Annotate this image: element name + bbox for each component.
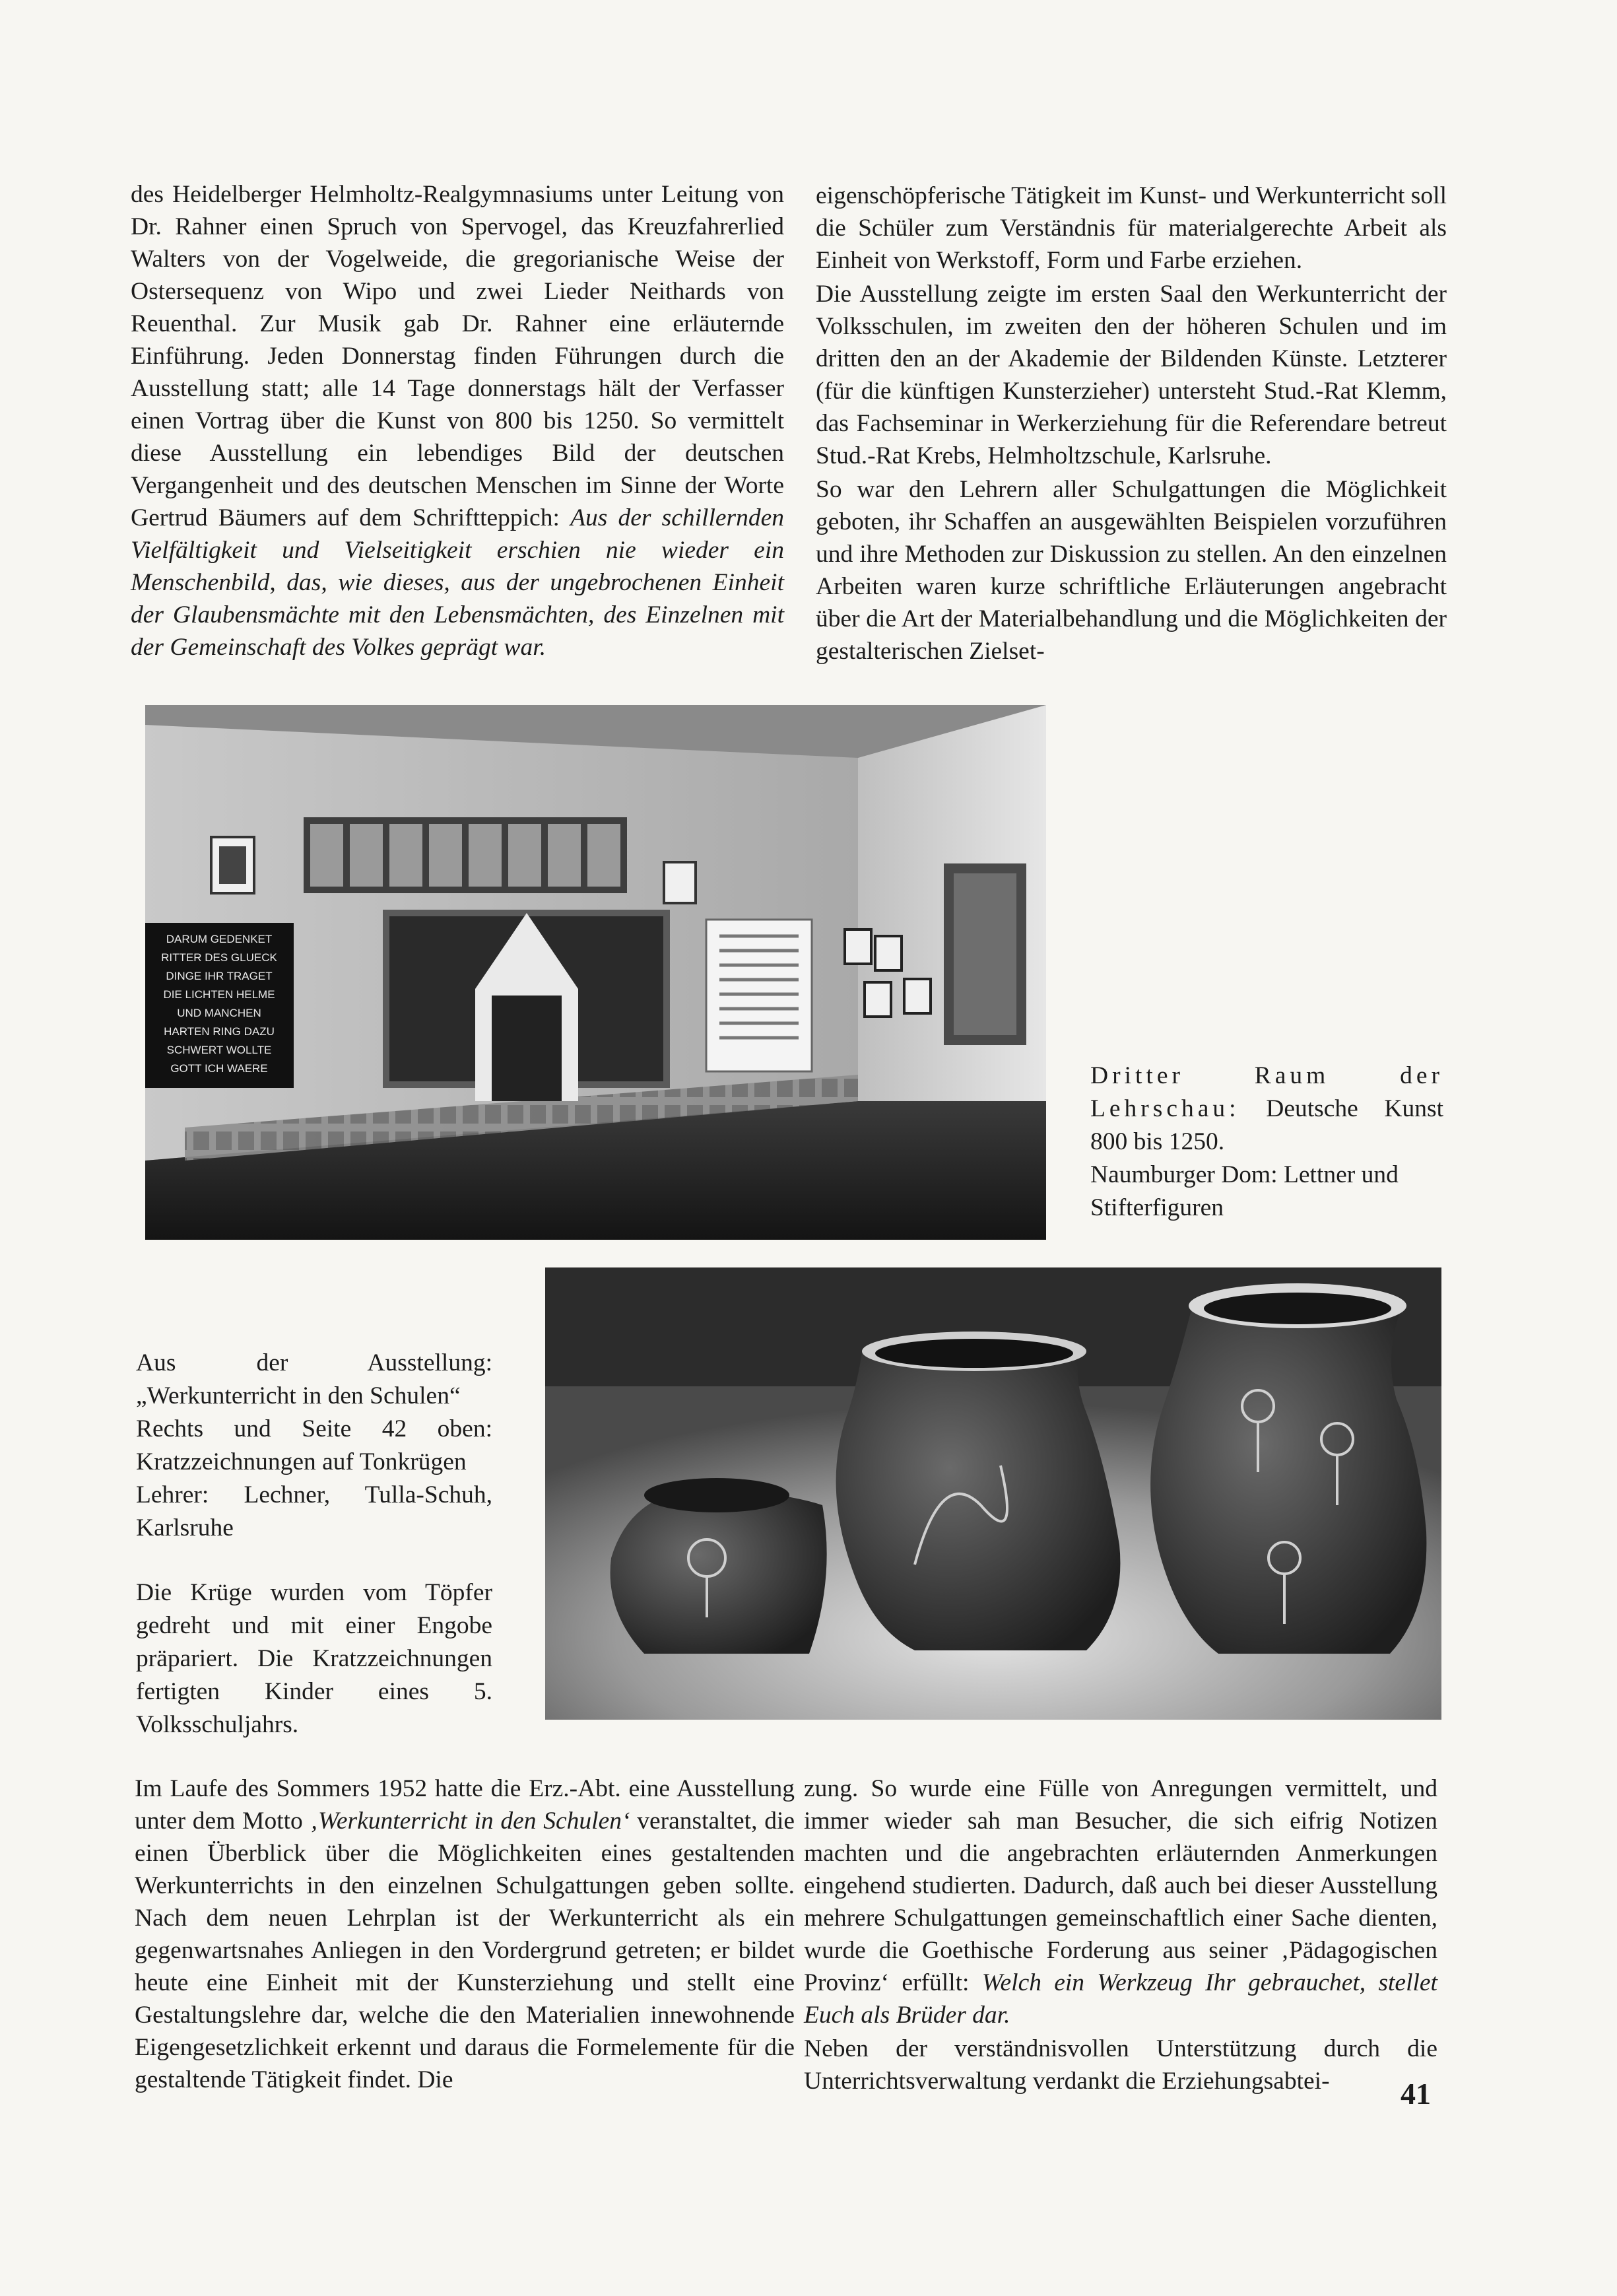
text-column-top-right bbox=[816, 180, 1447, 667]
paragraph: So war den Lehrern aller Schulgattungen die Möglichkeit geboten, ihr Schaffen an ausgewählten Beispielen vorzuführen und ihre Methoden zur Diskussion zu stellen. An den einzelnen Arbeiten waren kurze schriftliche Erläuterungen angebracht über die Art der Materialbehandlung und die Möglichkeiten der gestalterischen Zielset- bbox=[816, 476, 1447, 665]
text-column-bottom-right bbox=[804, 1773, 1437, 2097]
svg-text:GOTT ICH WAERE: GOTT ICH WAERE bbox=[170, 1062, 268, 1075]
motto: ‚Werkunterricht in den Schulen‘ bbox=[310, 1807, 630, 1835]
caption-pottery-line1: Aus der Ausstellung: „Werkunterricht in den Schulen“ bbox=[136, 1349, 492, 1409]
text-column-bottom-left bbox=[135, 1773, 795, 2096]
caption-room-rest: Deutsche Kunst 800 bis 1250. bbox=[1090, 1095, 1443, 1155]
caption-room-spaced: Dritter Raum der Lehrschau: bbox=[1090, 1062, 1443, 1122]
svg-text:UND MANCHEN: UND MANCHEN bbox=[177, 1007, 261, 1019]
svg-text:SCHWERT WOLLTE: SCHWERT WOLLTE bbox=[166, 1044, 272, 1056]
paragraph: Die Ausstellung zeigte im ersten Saal den Werkunterricht der Volksschulen, im zweiten den der höheren Schulen und im dritten den an der Akademie der Bildenden Künste. Letzterer (für die künftigen Kunsterzieher) untersteht Stud.-Rat Klemm, das Fachseminar in Werkerziehung für die Referendare betreut Stud.-Rat Krebs, Helmholtzschule, Karlsruhe. bbox=[816, 281, 1447, 469]
text-column-top-left bbox=[131, 178, 784, 663]
page-number: 41 bbox=[1401, 2077, 1431, 2110]
svg-text:RITTER DES GLUECK: RITTER DES GLUECK bbox=[161, 951, 277, 964]
caption-pottery-line3: Lehrer: Lechner, Tulla-Schuh, Karlsruhe bbox=[136, 1481, 492, 1541]
caption-pottery bbox=[136, 1347, 492, 1741]
svg-text:DARUM GEDENKET: DARUM GEDENKET bbox=[166, 933, 273, 945]
caption-pottery-line2: Rechts und Seite 42 oben: Kratzzeichnungen auf Tonkrügen bbox=[136, 1415, 492, 1475]
paragraph: Neben der verständnisvollen Unterstützung durch die Unterrichtsverwaltung verdankt die Erziehungsabtei- bbox=[804, 2035, 1437, 2095]
pottery-photo bbox=[545, 1267, 1441, 1720]
paragraph: Im Laufe des Sommers 1952 hatte die Erz.-Abt. eine Ausstellung unter dem Motto ‚Werkunterricht in den Schulen‘ veranstaltet, die einen Überblick über die Möglichkeiten eines gestaltenden Werkunterrichts in den einzelnen Schulgattungen geben sollte. Nach dem neuen Lehrplan ist der Werkunterricht als ein gegenwartsnahes Anliegen in den Vordergrund getreten; er bildet heute eine Einheit mit der Kunsterziehung und stellt eine Gestaltungslehre dar, welche die den Materialien innewohnende Eigengesetzlichkeit erkennt und daraus die Formelemente für die gestaltende Tätigkeit findet. Die bbox=[135, 1775, 795, 2093]
quote: Aus der schillernden Vielfältigkeit und Vielseitigkeit erschien nie wieder ein Menschenbild, das, wie dieses, aus der ungebrochenen Einheit der Glaubensmächte mit den Lebensmächten, des Einzelnen mit der Gemeinschaft des Volkes geprägt war. bbox=[131, 504, 785, 661]
paragraph: zung. So wurde eine Fülle von Anregungen vermittelt, und immer wieder sah man Besucher, die sich eifrig Notizen machten und die angebrachten erläuternden Anmerkungen eingehend studierten. Dadurch, daß auch bei dieser Ausstellung mehrere Schulgattungen gemeinschaftlich einer Sache dienten, wurde die Goethische Forderung aus seiner ‚Pädagogischen Provinz‘ erfüllt: Welch ein Werkzeug Ihr gebrauchet, stellet Euch als Brüder dar. bbox=[804, 1775, 1437, 2029]
svg-text:DINGE IHR TRAGET: DINGE IHR TRAGET bbox=[166, 970, 273, 982]
caption-room bbox=[1090, 1060, 1443, 1225]
paragraph: des Heidelberger Helmholtz-Realgymnasiums unter Leitung von Dr. Rahner einen Spruch von Spervogel, das Kreuzfahrerlied Walters von der Vogelweide, die gregorianische Weise der Ostersequenz von Wipo und zwei Lieder Neithards von Reuenthal. Zur Musik gab Dr. Rahner eine erläuternde Einführung. Jeden Donnerstag finden Führungen durch die Ausstellung statt; alle 14 Tage donnerstags hält der Verfasser einen Vortrag über die Kunst von 800 bis 1250. So vermittelt diese Ausstellung ein lebendiges Bild der deutschen Vergangenheit und des deutschen Menschen im Sinne der Worte Gertrud Bäumers auf dem Schriftteppich: Aus der schillernden Vielfältigkeit und Vielseitigkeit erschien nie wieder ein Menschenbild, das, wie dieses, aus der ungebrochenen Einheit der Glaubensmächte mit den Lebensmächten, des Einzelnen mit der Gemeinschaft des Volkes geprägt war. bbox=[131, 181, 785, 661]
caption-room-line2: Naumburger Dom: Lettner und Stifterfiguren bbox=[1090, 1161, 1399, 1221]
paragraph: eigenschöpferische Tätigkeit im Kunst- und Werkunterricht soll die Schüler zum Verständnis für materialgerechte Arbeit als Einheit von Werkstoff, Form und Farbe erziehen. bbox=[816, 182, 1447, 274]
exhibition-room-photo bbox=[145, 705, 1046, 1240]
svg-text:HARTEN RING DAZU: HARTEN RING DAZU bbox=[164, 1025, 275, 1038]
svg-text:DIE LICHTEN HELME: DIE LICHTEN HELME bbox=[163, 988, 275, 1001]
caption-pottery-line4: Die Krüge wurden vom Töpfer gedreht und mit einer Engobe präpariert. Die Kratzzeichnungen fertigten Kinder eines 5. Volksschuljahrs. bbox=[136, 1579, 492, 1738]
goethe-quote: Welch ein Werkzeug Ihr gebrauchet, stellet Euch als Brüder dar. bbox=[804, 1969, 1437, 2029]
